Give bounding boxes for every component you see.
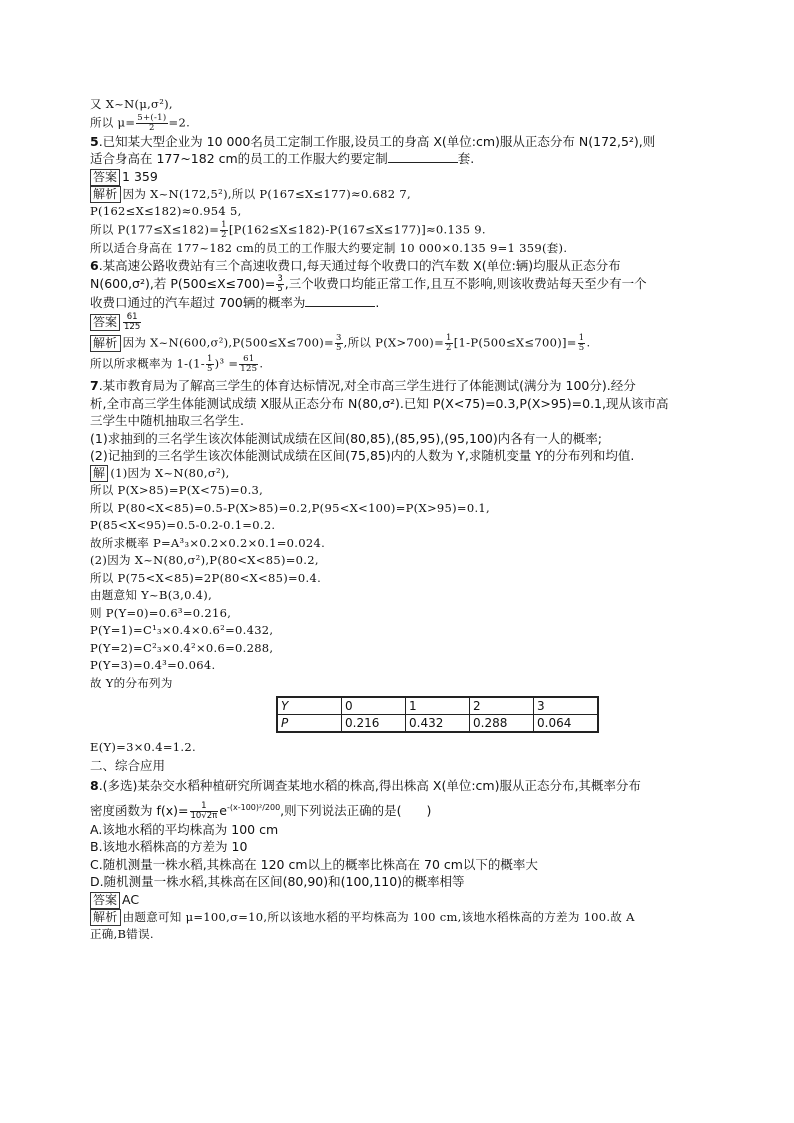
denominator: 5 <box>277 283 283 294</box>
fraction <box>335 334 343 353</box>
text: 所以 P(75<X<85)=2P(80<X<85)=0.4. <box>90 570 322 585</box>
answer-value: AC <box>122 891 140 907</box>
denominator: 2 <box>446 343 452 353</box>
numerator: 61 <box>123 313 141 323</box>
fraction <box>578 334 586 353</box>
text: =2. <box>168 115 191 129</box>
text: 密度函数为 f(x)= <box>90 802 189 818</box>
denominator: 125 <box>124 322 141 332</box>
analysis-tag: 解析 <box>90 186 121 203</box>
text: 又 X~N(μ,σ²), <box>90 97 173 111</box>
option-c <box>90 856 710 874</box>
text-line <box>90 657 710 675</box>
text: E(Y)=3×0.4=1.2. <box>90 740 196 754</box>
text: . <box>586 335 591 350</box>
text: [P(162≤X≤182)-P(167≤X≤177)]≈0.135 9. <box>228 222 486 236</box>
table-cell: 1 <box>406 697 470 715</box>
numerator: 61 <box>239 355 258 365</box>
text: (2)因为 X~N(80,σ²),P(80<X<85)=0.2, <box>90 553 319 567</box>
text-line <box>90 675 710 693</box>
answer-blank <box>388 150 458 163</box>
answer-tag: 答案 <box>90 314 120 331</box>
text-line <box>90 500 710 518</box>
text-line <box>90 430 710 448</box>
page-content <box>90 96 710 944</box>
text-line <box>90 517 710 535</box>
text: P(162≤X≤182)≈0.954 5, <box>90 204 242 218</box>
text-line <box>90 799 710 821</box>
option-d <box>90 873 710 891</box>
text: )³ = <box>214 356 239 371</box>
text-line <box>90 482 710 500</box>
table-cell: 0.064 <box>534 715 599 733</box>
numerator: 5+(-1) <box>137 112 167 123</box>
text: ,三个收费口均能正常工作,且互不影响,则该收费站每天至少有一个 <box>284 275 647 291</box>
text: 适合身高在 177~182 cm的员工的工作服大约要定制 <box>90 151 388 166</box>
text-line <box>90 395 710 413</box>
denominator: 125 <box>240 364 258 374</box>
text-line <box>90 447 710 465</box>
table-cell: 0.216 <box>342 715 406 733</box>
analysis-line <box>90 186 710 204</box>
answer-line <box>90 891 710 909</box>
question-6 <box>90 257 710 275</box>
table-cell: 0.432 <box>406 715 470 733</box>
fraction <box>239 355 258 374</box>
question-number: 5 <box>90 133 99 149</box>
answer-blank <box>305 294 375 307</box>
question-7 <box>90 377 710 395</box>
answer-fraction <box>123 313 141 332</box>
text-line <box>90 605 710 623</box>
text: (1)因为 X~N(80,σ²), <box>110 465 230 480</box>
text: N(600,σ²),若 P(500≤X≤700)= <box>90 275 276 291</box>
denominator: 5 <box>206 364 213 374</box>
text: 二、综合应用 <box>90 757 166 773</box>
text: e <box>219 802 227 818</box>
text: 由题意可知 μ=100,σ=10,所以该地水稻的平均株高为 100 cm,该地水稻株高的方差为 100.故 A <box>122 909 635 924</box>
text: . <box>259 356 264 371</box>
text-line <box>90 535 710 553</box>
text: 故所求概率 P=A³₃×0.2×0.2×0.1=0.024. <box>90 535 326 550</box>
text: ,所以 P(X>700)= <box>343 335 445 350</box>
table-cell: 2 <box>470 697 534 715</box>
answer-value: 1 359 <box>122 168 158 184</box>
text: 故 Y的分布列为 <box>90 675 173 690</box>
section-heading <box>90 757 710 775</box>
answer-tag: 答案 <box>90 892 120 909</box>
text-line <box>90 150 710 168</box>
fraction <box>136 114 167 133</box>
answer-tag: 答案 <box>90 169 120 186</box>
text: 则 P(Y=0)=0.6³=0.216, <box>90 605 232 620</box>
text: D.随机测量一株水稻,其株高在区间(80,90)和(100,110)的概率相等 <box>90 874 465 890</box>
fraction <box>190 802 219 821</box>
distribution-table <box>276 696 599 733</box>
question-5 <box>90 133 710 151</box>
denominator: 5 <box>335 343 342 353</box>
table-cell: 3 <box>534 697 599 715</box>
text: B.该地水稻株高的方差为 10 <box>90 839 248 855</box>
text-line <box>90 221 710 240</box>
question-number: 6 <box>90 258 99 273</box>
text: [1-P(500≤X≤700)]= <box>453 335 577 350</box>
text: 所以适合身高在 177~182 cm的员工的工作服大约要定制 10 000×0.135 9=1 359(套). <box>90 240 568 255</box>
numerator: 1 <box>578 333 585 343</box>
text: P(Y=1)=C¹₃×0.4×0.6²=0.432, <box>90 623 274 637</box>
text-line <box>90 587 710 605</box>
fraction <box>276 275 283 294</box>
text: (1)求抽到的三名学生该次体能测试成绩在区间(80,85),(85,95),(95,100)内各有一人的概率; <box>90 430 602 446</box>
option-b <box>90 838 710 856</box>
text: 所以所求概率为 1-(1- <box>90 356 205 371</box>
text: 正确,B错误. <box>90 927 154 942</box>
analysis-line <box>90 465 710 483</box>
table-cell: Y <box>277 697 342 715</box>
fraction <box>445 334 453 353</box>
text-line <box>90 114 710 133</box>
text: (2)记抽到的三名学生该次体能测试成绩在区间(75,85)内的人数为 Y,求随机变量 Y的分布列和均值. <box>90 448 635 463</box>
numerator: 3 <box>335 333 342 343</box>
answer-line <box>90 313 710 332</box>
text-line <box>90 294 710 312</box>
question-number: 8 <box>90 778 99 793</box>
analysis-line <box>90 334 710 353</box>
text: .某市教育局为了解高三学生的体育达标情况,对全市高三学生进行了体能测试(满分为 100分).经分 <box>98 378 636 393</box>
text: P(Y=3)=0.4³=0.064. <box>90 658 216 672</box>
exponent: -(x-100)²/200 <box>226 802 281 812</box>
text: P(85<X<95)=0.5-0.2-0.1=0.2. <box>90 518 276 532</box>
text: P(Y=2)=C²₃×0.4²×0.6=0.288, <box>90 640 274 655</box>
denominator: 2 <box>149 122 155 133</box>
text: 所以 P(177≤X≤182)= <box>90 222 220 236</box>
denominator: 5 <box>578 343 585 353</box>
text: 由题意知 Y~B(3,0.4), <box>90 588 213 602</box>
text: 收费口通过的汽车超过 700辆的概率为 <box>90 294 306 310</box>
fraction <box>220 221 228 240</box>
table-row <box>277 697 598 715</box>
text: 所以 μ= <box>90 115 136 129</box>
answer-line <box>90 168 710 186</box>
text: 套. <box>457 151 475 166</box>
text: . <box>375 294 380 310</box>
analysis-line <box>90 909 710 927</box>
denominator: 2 <box>221 229 227 240</box>
text: C.随机测量一株水稻,其株高在 120 cm以上的概率比株高在 70 cm以下的概率大 <box>90 856 538 872</box>
question-number: 7 <box>90 378 99 393</box>
table-cell: 0 <box>342 697 406 715</box>
analysis-tag: 解析 <box>90 335 121 352</box>
numerator: 1 <box>206 354 213 364</box>
text-line <box>90 640 710 658</box>
text-line <box>90 203 710 221</box>
text: .(多选)某杂交水稻种植研究所调查某地水稻的株高,得出株高 X(单位:cm)服从正态分布,其概率分布 <box>98 778 641 793</box>
text: 所以 P(X>85)=P(X<75)=0.3, <box>90 483 264 497</box>
fraction <box>206 355 214 374</box>
text: 因为 X~N(172,5²),所以 P(167≤X≤177)≈0.682 7, <box>122 186 411 201</box>
text-line <box>90 570 710 588</box>
text-line <box>90 96 710 114</box>
numerator: 1 <box>190 802 219 812</box>
numerator: 1 <box>446 333 452 343</box>
denominator: 10√2π <box>190 810 218 821</box>
numerator: 3 <box>277 273 283 284</box>
text-line <box>90 552 710 570</box>
text-line <box>90 355 710 374</box>
text: .某高速公路收费站有三个高速收费口,每天通过每个收费口的汽车数 X(单位:辆)均服从正态分布 <box>98 258 621 273</box>
text: 三学生中随机抽取三名学生. <box>90 413 244 428</box>
text: 析,全市高三学生体能测试成绩 X服从正态分布 N(80,σ²).已知 P(X<75)=0.3,P(X>95)=0.1,现从该市高 <box>90 395 669 411</box>
question-8 <box>90 777 710 795</box>
table-cell: P <box>277 715 342 733</box>
text-line <box>90 622 710 640</box>
text-line <box>90 926 710 944</box>
text: 因为 X~N(600,σ²),P(500≤X≤700)= <box>122 335 334 350</box>
text: 所以 P(80<X<85)=0.5-P(X>85)=0.2,P(95<X<100)=P(X>95)=0.1, <box>90 500 490 515</box>
text: A.该地水稻的平均株高为 100 cm <box>90 821 279 837</box>
solution-tag: 解 <box>90 465 108 482</box>
text-line <box>90 275 710 294</box>
analysis-tag: 解析 <box>90 909 121 926</box>
text: .已知某大型企业为 10 000名员工定制工作服,设员工的身高 X(单位:cm)服从正态分布 N(172,5²),则 <box>98 133 656 149</box>
text-line <box>90 739 710 757</box>
text-line <box>90 240 710 258</box>
option-a <box>90 821 710 839</box>
text-line <box>90 412 710 430</box>
table-row <box>277 715 598 733</box>
numerator: 1 <box>221 219 227 230</box>
text: ,则下列说法正确的是( ) <box>280 802 432 818</box>
table-cell: 0.288 <box>470 715 534 733</box>
